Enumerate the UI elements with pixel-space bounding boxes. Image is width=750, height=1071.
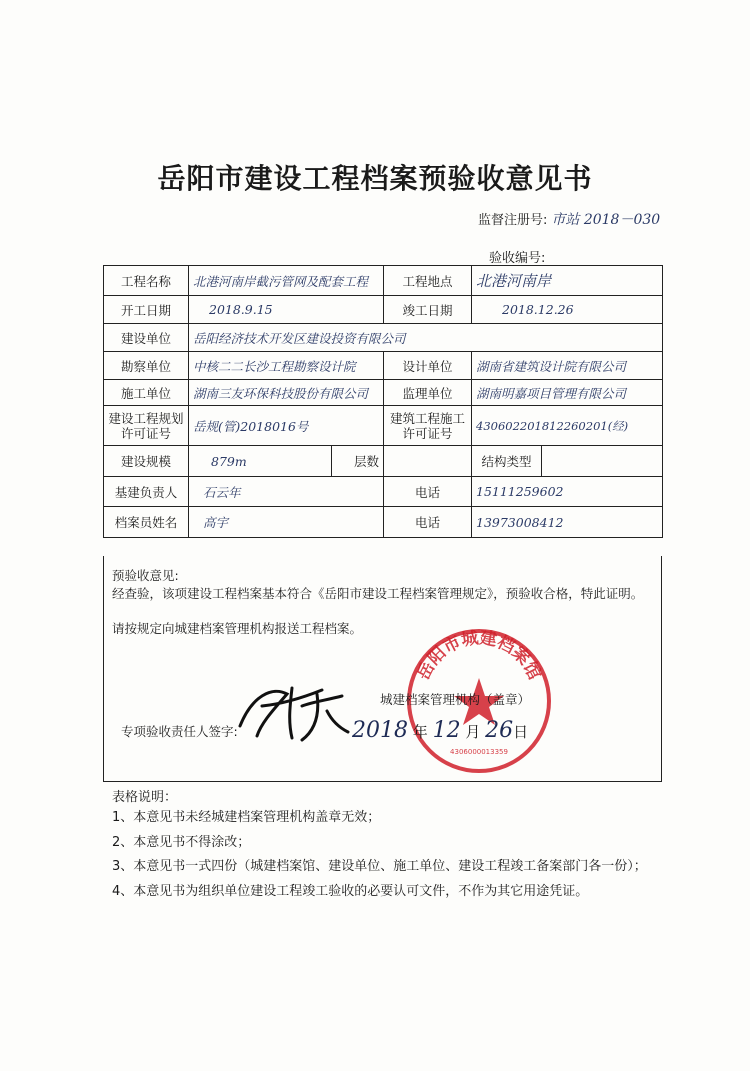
- design-unit-value: 湖南省建筑设计院有限公司: [472, 352, 663, 380]
- date-day-suffix: 日: [513, 723, 529, 741]
- construction-permit-value: 430602201812260201(经): [472, 406, 663, 446]
- construction-leader-value: 石云年: [189, 477, 384, 507]
- construction-permit-label: 建筑工程施工许可证号: [384, 406, 472, 446]
- table-row: [104, 380, 663, 406]
- table-row: [104, 406, 663, 446]
- supervision-unit-label: 监理单位: [384, 380, 472, 406]
- table-row: [104, 266, 663, 296]
- structure-type-label: 结构类型: [472, 446, 542, 477]
- structure-type-value: [542, 446, 663, 477]
- builder-unit-label: 施工单位: [104, 380, 189, 406]
- sign-date: [352, 718, 528, 743]
- registration-value: 市站 2018－030: [551, 212, 661, 228]
- start-date-value: 2018.9.15: [189, 296, 384, 324]
- project-location-value: 北港河南岸: [472, 266, 663, 296]
- floors-value: [384, 446, 472, 477]
- survey-unit-value: 中核二二长沙工程勘察设计院: [189, 352, 384, 380]
- registration-label: 监督注册号:: [478, 213, 548, 228]
- leader-phone-label: 电话: [384, 477, 472, 507]
- acceptance-number-label: 验收编号:: [489, 251, 546, 266]
- completion-date-value: 2018.12.26: [472, 296, 663, 324]
- pre-acceptance-opinion-box: [103, 556, 662, 782]
- table-row: [104, 507, 663, 538]
- date-month-suffix: 月: [465, 723, 481, 741]
- list-item: 4、本意见书为组织单位建设工程竣工验收的必要认可文件，不作为其它用途凭证。: [112, 883, 589, 899]
- planning-permit-value: 岳规(管)2018016号: [189, 406, 384, 446]
- list-item: 1、本意见书未经城建档案管理机构盖章无效；: [112, 810, 381, 825]
- survey-unit-label: 勘察单位: [104, 352, 189, 380]
- list-item: 2、本意见书不得涂改；: [112, 834, 251, 850]
- stamp-number: 4306000013359: [450, 748, 508, 756]
- notes-list: [112, 806, 712, 904]
- signer-label: 专项验收责任人签字:: [121, 724, 238, 739]
- project-info-table: [103, 265, 663, 538]
- archivist-phone-value: 13973008412: [472, 507, 663, 538]
- date-year-suffix: 年: [412, 723, 428, 741]
- date-day: 26: [485, 718, 514, 743]
- handwritten-signature: [232, 676, 352, 746]
- archive-institution-label: 城建档案管理机构（盖章）: [380, 692, 531, 707]
- construction-leader-label: 基建负责人: [104, 477, 189, 507]
- page-title: 岳阳市建设工程档案预验收意见书: [157, 162, 593, 195]
- table-row: [104, 477, 663, 507]
- list-item: 3、本意见书一式四份（城建档案馆、建设单位、施工单位、建设工程竣工备案部门各一份）；: [112, 859, 647, 874]
- table-row: [104, 352, 663, 380]
- archivist-phone-label: 电话: [384, 507, 472, 538]
- notes-title: 表格说明：: [112, 790, 178, 805]
- completion-date-label: 竣工日期: [384, 296, 472, 324]
- opinion-instruction: 请按规定向城建档案管理机构报送工程档案。: [112, 621, 363, 636]
- project-location-label: 工程地点: [384, 266, 472, 296]
- table-row: [104, 296, 663, 324]
- registration-number: [478, 209, 660, 229]
- floors-label: 层数: [331, 446, 379, 476]
- table-row: [104, 324, 663, 352]
- scale-label: 建设规模: [104, 446, 189, 477]
- planning-permit-label: 建设工程规划许可证号: [104, 406, 189, 446]
- opinion-heading: 预验收意见:: [112, 568, 179, 583]
- supervision-unit-value: 湖南明嘉项目管理有限公司: [472, 380, 663, 406]
- construction-unit-label: 建设单位: [104, 324, 189, 352]
- scale-value: 879m: [211, 453, 247, 469]
- builder-unit-value: 湖南三友环保科技股份有限公司: [189, 380, 384, 406]
- date-year: 2018: [352, 718, 408, 743]
- date-month: 12: [432, 718, 461, 743]
- opinion-body: 经查验，该项建设工程档案基本符合《岳阳市建设工程档案管理规定》，预验收合格，特此证明。: [112, 586, 644, 601]
- archivist-value: 高宇: [189, 507, 384, 538]
- stamp-text: 岳阳市城建档案馆: [413, 628, 545, 684]
- design-unit-label: 设计单位: [384, 352, 472, 380]
- project-name-value: 北港河南岸截污管网及配套工程: [189, 266, 384, 296]
- leader-phone-value: 15111259602: [472, 477, 663, 507]
- archivist-label: 档案员姓名: [104, 507, 189, 538]
- construction-unit-value: 岳阳经济技术开发区建设投资有限公司: [189, 324, 663, 352]
- scale-cell: [189, 446, 384, 477]
- project-name-label: 工程名称: [104, 266, 189, 296]
- table-row: [104, 446, 663, 477]
- start-date-label: 开工日期: [104, 296, 189, 324]
